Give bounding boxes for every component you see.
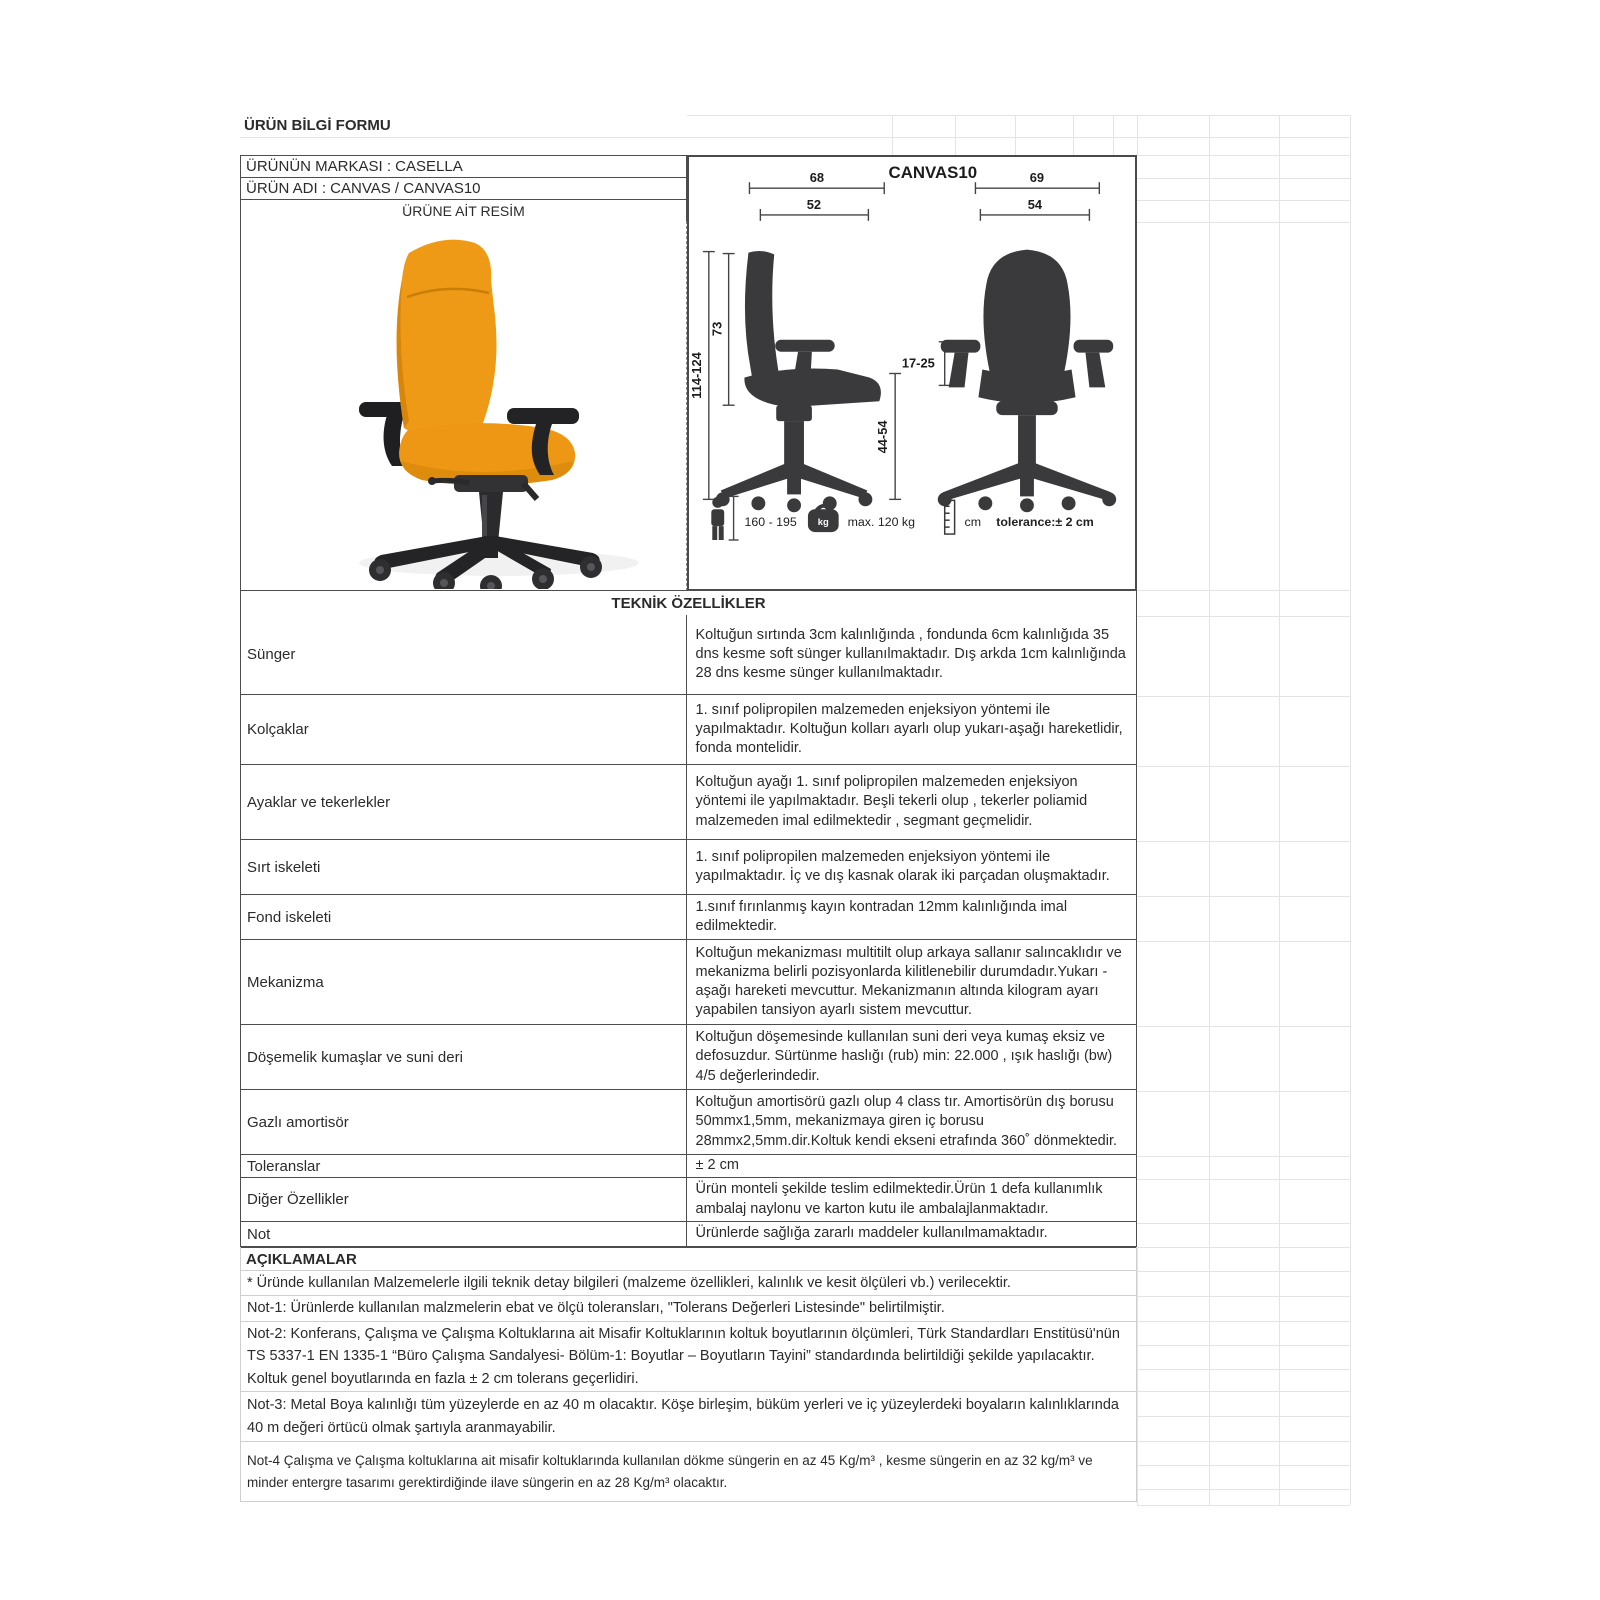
grid-line bbox=[1137, 200, 1350, 201]
spec-value: Ürünlerde sağlığa zararlı maddeler kullanılmamaktadır. bbox=[695, 1225, 1048, 1242]
grid-line bbox=[1137, 1345, 1350, 1346]
spec-value: Koltuğun döşemesinde kullanılan suni deri veya kumaş eksiz ve defosuzdur. Sürtünme haslığı (rub) min: 22.000 , ışık haslığı (bw) 4/5 değerlerindedir. bbox=[695, 1029, 1113, 1084]
grid-line bbox=[1015, 115, 1016, 155]
grid-line bbox=[1137, 178, 1350, 179]
spec-label: Mekanizma bbox=[241, 940, 687, 1024]
sheet-title: ÜRÜN BİLGİ FORMU bbox=[244, 117, 391, 134]
table-row bbox=[241, 895, 1136, 940]
dim-back-overall-width: 69 bbox=[1029, 170, 1045, 186]
product-name-row: ÜRÜN ADI : CANVAS / CANVAS10 bbox=[240, 177, 687, 200]
grid-line bbox=[1137, 1465, 1350, 1466]
spec-value: 1. sınıf polipropilen malzemeden enjeksiyon yöntemi ile yapılmaktadır. Koltuğun kolları ayarlı olup yukarı-aşağı hareketlidir, fonda montelidir. bbox=[695, 701, 1123, 757]
dim-back-seat-width: 54 bbox=[1027, 196, 1043, 212]
notes-header: AÇIKLAMALAR bbox=[241, 1247, 1136, 1271]
grid-line bbox=[1137, 1271, 1350, 1272]
spec-label: Toleranslar bbox=[241, 1155, 687, 1177]
dim-armrest-height: 17-25 bbox=[901, 355, 935, 371]
grid-line bbox=[1137, 222, 1350, 223]
table-row bbox=[241, 765, 1136, 840]
grid-line bbox=[1137, 1441, 1350, 1442]
note-item: Not-3: Metal Boya kalınlığı tüm yüzeylerde en az 40 m olacaktır. Köşe birleşim, büküm yerleri ve iç yüzeylerdeki boyaların kalınlıklarında 40 m değeri örtücü olmak şartıyla aranmayabilir. bbox=[241, 1392, 1136, 1442]
dim-side-seat-depth: 52 bbox=[806, 196, 822, 212]
grid-line bbox=[1350, 115, 1351, 1505]
product-photo-cell bbox=[240, 221, 687, 591]
chair-gas-lift bbox=[479, 492, 503, 543]
grid-line bbox=[1137, 1416, 1350, 1417]
grid-line bbox=[1137, 1391, 1350, 1392]
spec-label: Sırt iskeleti bbox=[241, 840, 687, 894]
grid-line bbox=[1113, 115, 1114, 155]
spec-label: Kolçaklar bbox=[241, 695, 687, 764]
table-row bbox=[241, 615, 1136, 695]
grid-line bbox=[1137, 616, 1350, 617]
table-row bbox=[241, 840, 1136, 895]
table-row bbox=[241, 695, 1136, 765]
brand-row: ÜRÜNÜN MARKASI : CASELLA bbox=[240, 155, 687, 178]
grid-line bbox=[687, 115, 1350, 116]
tolerance-label: tolerance:± 2 cm bbox=[996, 515, 1094, 530]
grid-line bbox=[1137, 1296, 1350, 1297]
grid-line bbox=[1073, 115, 1074, 155]
chair-backrest bbox=[396, 240, 496, 441]
person-icon bbox=[711, 497, 724, 540]
table-row bbox=[241, 940, 1136, 1025]
grid-line bbox=[1137, 696, 1350, 697]
spec-value: 1. sınıf polipropilen malzemeden enjeksiyon yöntemi ile yapılmaktadır. İç ve dış kasnak olarak iki parçadan oluşmaktadır. bbox=[695, 848, 1110, 884]
dimension-drawing bbox=[689, 157, 1135, 589]
grid-line bbox=[1137, 1489, 1350, 1490]
table-row bbox=[241, 1178, 1136, 1222]
grid-line bbox=[955, 115, 956, 155]
table-row bbox=[241, 1222, 1136, 1247]
kg-glyph: kg bbox=[817, 516, 829, 528]
table-row bbox=[241, 1155, 1136, 1178]
grid-line bbox=[1137, 1321, 1350, 1322]
tech-specs-table bbox=[240, 615, 1137, 1247]
note-item: Not-4 Çalışma ve Çalışma koltuklarına ait misafir koltuklarında kullanılan dökme süngerin en az 45 Kg/m³ , kesme süngerin en az 32 kg/m³ ve minder entergre tasarımı gerektirdiğinde ilave süngerin en az 28 Kg/m³ olacaktır. bbox=[241, 1442, 1136, 1502]
note-item: * Üründe kullanılan Malzemelerle ilgili teknik detay bilgileri (malzeme özellikleri, kalınlık ve kesit ölçüleri vb.) verilecektir. bbox=[241, 1271, 1136, 1296]
note-item: Not-2: Konferans, Çalışma ve Çalışma Koltuklarına ait Misafir Koltuklarının koltuk boyutlarının ölçümleri, Türk Standardları Enstitüsü'nün TS 5337-1 EN 1335-1 “Büro Çalışma Sandalyesi- Bölüm-1: Boyutlar – Boyutların Tayini” standardında belirtildiği şekilde yapılacaktır. Koltuk genel boyutlarında en fazla ± 2 cm tolerans geçerlidiri. bbox=[241, 1322, 1136, 1392]
spec-value: Ürün monteli şekilde teslim edilmektedir.Ürün 1 defa kullanımlık ambalaj naylonu ve karton kutu ile ambalajlanmaktadır. bbox=[695, 1181, 1103, 1217]
table-row bbox=[241, 1025, 1136, 1090]
dim-backrest-height: 73 bbox=[709, 321, 725, 337]
spec-label: Diğer Özellikler bbox=[241, 1178, 687, 1221]
note-item: Not-1: Ürünlerde kullanılan malzmelerin ebat ve ölçü toleransları, "Tolerans Değerleri Listesinde" belirtilmiştir. bbox=[241, 1296, 1136, 1321]
image-header-row: ÜRÜNE AİT RESİM bbox=[240, 199, 687, 222]
spec-value: Koltuğun amortisörü gazlı olup 4 class tır. Amortisörün dış borusu 50mmx1,5mm, mekanizmaya giren iç borusu 28mmx2,5mm.dir.Koltuk kendi ekseni etrafında 360˚ dönmektedir. bbox=[695, 1094, 1118, 1149]
chair-side-silhouette bbox=[716, 251, 881, 512]
grid-line bbox=[1137, 1223, 1350, 1224]
weight-icon bbox=[808, 506, 839, 532]
grid-line bbox=[1137, 155, 1350, 156]
dim-side-overall-width: 68 bbox=[809, 170, 825, 186]
spec-label: Döşemelik kumaşlar ve suni deri bbox=[241, 1025, 687, 1089]
tech-specs-header: TEKNİK ÖZELLİKLER bbox=[240, 590, 1137, 616]
grid-line bbox=[1137, 1026, 1350, 1027]
grid-line bbox=[892, 115, 893, 155]
spec-value: 1.sınıf fırınlanmış kayın kontradan 12mm kalınlığında imal edilmektedir. bbox=[695, 898, 1068, 934]
unit-label: cm bbox=[964, 515, 982, 530]
grid-line bbox=[1137, 1179, 1350, 1180]
grid-line bbox=[1137, 1369, 1350, 1370]
grid-line bbox=[1137, 941, 1350, 942]
notes-section bbox=[240, 1247, 1137, 1502]
spec-label: Gazlı amortisör bbox=[241, 1090, 687, 1154]
chair-back-silhouette bbox=[938, 250, 1116, 513]
grid-line bbox=[240, 137, 1350, 138]
table-row bbox=[241, 1090, 1136, 1155]
drawing-model-title: CANVAS10 bbox=[888, 163, 978, 183]
grid-line bbox=[1137, 1505, 1350, 1506]
spec-value: ± 2 cm bbox=[695, 1157, 739, 1174]
technical-drawing-panel bbox=[687, 155, 1137, 591]
spec-value: Koltuğun ayağı 1. sınıf polipropilen malzemeden enjeksiyon yöntemi ile yapılmaktadır. Beşli tekerli olup , tekerler poliamid malzemeden imal edilmektedir , segmant geçmelidir. bbox=[695, 774, 1088, 829]
spec-label: Sünger bbox=[241, 615, 687, 694]
grid-line bbox=[1209, 115, 1210, 1505]
spec-value: Koltuğun sırtında 3cm kalınlığında , fondunda 6cm kalınlığıda 35 dns kesme soft sünger kullanılmaktadır. Dış arkda 1cm kalınlığında 28 dns kesme sünger kullanılmaktadır. bbox=[695, 626, 1126, 682]
grid-line bbox=[1137, 1156, 1350, 1157]
grid-line bbox=[1137, 1247, 1350, 1248]
grid-line bbox=[1137, 896, 1350, 897]
spec-label: Ayaklar ve tekerlekler bbox=[241, 765, 687, 839]
grid-line bbox=[1137, 590, 1350, 591]
product-photo-chair bbox=[241, 221, 687, 589]
grid-line bbox=[1137, 766, 1350, 767]
spec-label: Not bbox=[241, 1222, 687, 1246]
max-weight-label: max. 120 kg bbox=[847, 515, 915, 530]
grid-line bbox=[1137, 841, 1350, 842]
spec-value: Koltuğun mekanizması multitilt olup arkaya sallanır salıncaklıdır ve mekanizma belirli pozisyonlarda kilitlenebilir durumdadır.Yukarı - aşağı hareketi mevcuttur. Mekanizmanın altında kilogram ayarı yapabilen tansiyon ayarlı sistem mevcuttur. bbox=[695, 944, 1122, 1019]
grid-line bbox=[1279, 115, 1280, 1505]
grid-line bbox=[1137, 1247, 1138, 1505]
spec-label: Fond iskeleti bbox=[241, 895, 687, 939]
grid-line bbox=[1137, 1091, 1350, 1092]
dim-seat-height: 44-54 bbox=[875, 420, 891, 454]
grid-line bbox=[1137, 115, 1138, 155]
dim-overall-height: 114-124 bbox=[689, 352, 704, 399]
user-height-label: 160 - 195 bbox=[744, 515, 797, 530]
